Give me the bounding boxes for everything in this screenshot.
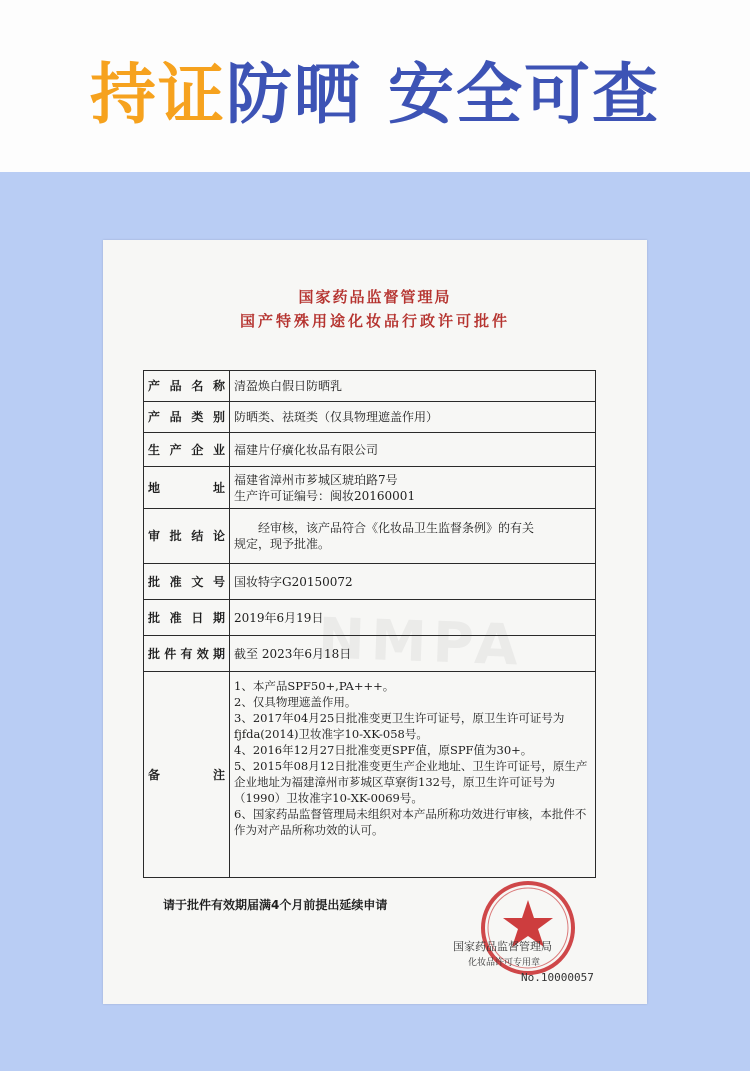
label-address: 地 址: [144, 467, 230, 509]
watermark: NMPA: [316, 606, 525, 679]
seal-purpose-text: 化妆品许可专用章: [468, 958, 541, 968]
conclusion-line-1: 经审核，该产品符合《化妆品卫生监督条例》的有关: [258, 521, 535, 535]
value-approval-number: 国妆特字G20150072: [230, 564, 596, 600]
value-product-name: 清盈焕白假日防晒乳: [230, 371, 596, 402]
value-notes: [230, 672, 596, 878]
label-approval-date: 批 准 日 期: [144, 600, 230, 636]
row-product-category: [144, 402, 596, 433]
row-notes: [144, 672, 596, 878]
note-item: 6、国家药品监督管理局未组织对本产品所称功效进行审核，本批件不作为对产品所称功效的认可。: [234, 807, 587, 837]
headline-part-3: 安全可查: [388, 56, 660, 133]
row-approval-number: [144, 564, 596, 600]
license-number-line: 生产许可证编号：闽妆20160001: [234, 488, 416, 503]
note-item: 5、2015年08月12日批准变更生产企业地址、卫生许可证号，原生产企业地址为福建漳州市芗城区草寮街132号，原卫生许可证号为（1990）卫妆准字10-XK-0069号。: [234, 759, 588, 805]
note-item: 3、2017年04月25日批准变更卫生许可证号，原卫生许可证号为fjfda(2014)卫妆准字10-XK-058号。: [234, 711, 565, 741]
label-validity: 批 件 有 效 期: [144, 636, 230, 672]
header-band: [0, 0, 750, 172]
note-item: 1、本产品SPF50+,PA+++。: [234, 679, 395, 693]
document-title: 国产特殊用途化妆品行政许可批件: [239, 312, 510, 330]
note-item: 2、仅具物理遮盖作用。: [234, 695, 357, 709]
value-approval-date: 2019年6月19日: [230, 600, 596, 636]
value-product-category: 防晒类、祛斑类（仅具物理遮盖作用）: [230, 402, 596, 433]
seal-agency-text: 国家药品监督管理局: [453, 940, 552, 953]
label-product-category: 产 品 类 别: [144, 402, 230, 433]
note-item: 4、2016年12月27日批准变更SPF值，原SPF值为30+。: [234, 743, 533, 757]
value-validity: 截至 2023年6月18日: [230, 636, 596, 672]
value-address: [230, 467, 596, 509]
notes-list: [234, 678, 591, 838]
license-table: [143, 370, 596, 878]
address-line: 福建省漳州市芗城区琥珀路7号: [234, 472, 398, 487]
label-product-name: 产 品 名 称: [144, 371, 230, 402]
row-conclusion: [144, 509, 596, 564]
row-product-name: [144, 371, 596, 402]
label-notes: 备 注: [144, 672, 230, 878]
value-manufacturer: 福建片仔癀化妆品有限公司: [230, 433, 596, 467]
label-conclusion: 审 批 结 论: [144, 509, 230, 564]
label-approval-number: 批 准 文 号: [144, 564, 230, 600]
row-manufacturer: [144, 433, 596, 467]
row-approval-date: [144, 600, 596, 636]
conclusion-line-2: 规定，现予批准。: [234, 537, 331, 551]
row-address: [144, 467, 596, 509]
row-validity: [144, 636, 596, 672]
license-document: [103, 240, 647, 1004]
value-conclusion: [230, 509, 596, 564]
agency-name: 国家药品监督管理局: [298, 288, 452, 306]
label-manufacturer: 生 产 企 业: [144, 433, 230, 467]
renewal-footnote: 请于批件有效期届满4个月前提出延续申请: [163, 898, 388, 912]
seal-number: No.10000057: [521, 971, 594, 984]
headline-part-1: 持证: [90, 56, 226, 133]
headline-part-2: 防晒: [226, 56, 362, 133]
headline: [0, 50, 750, 140]
